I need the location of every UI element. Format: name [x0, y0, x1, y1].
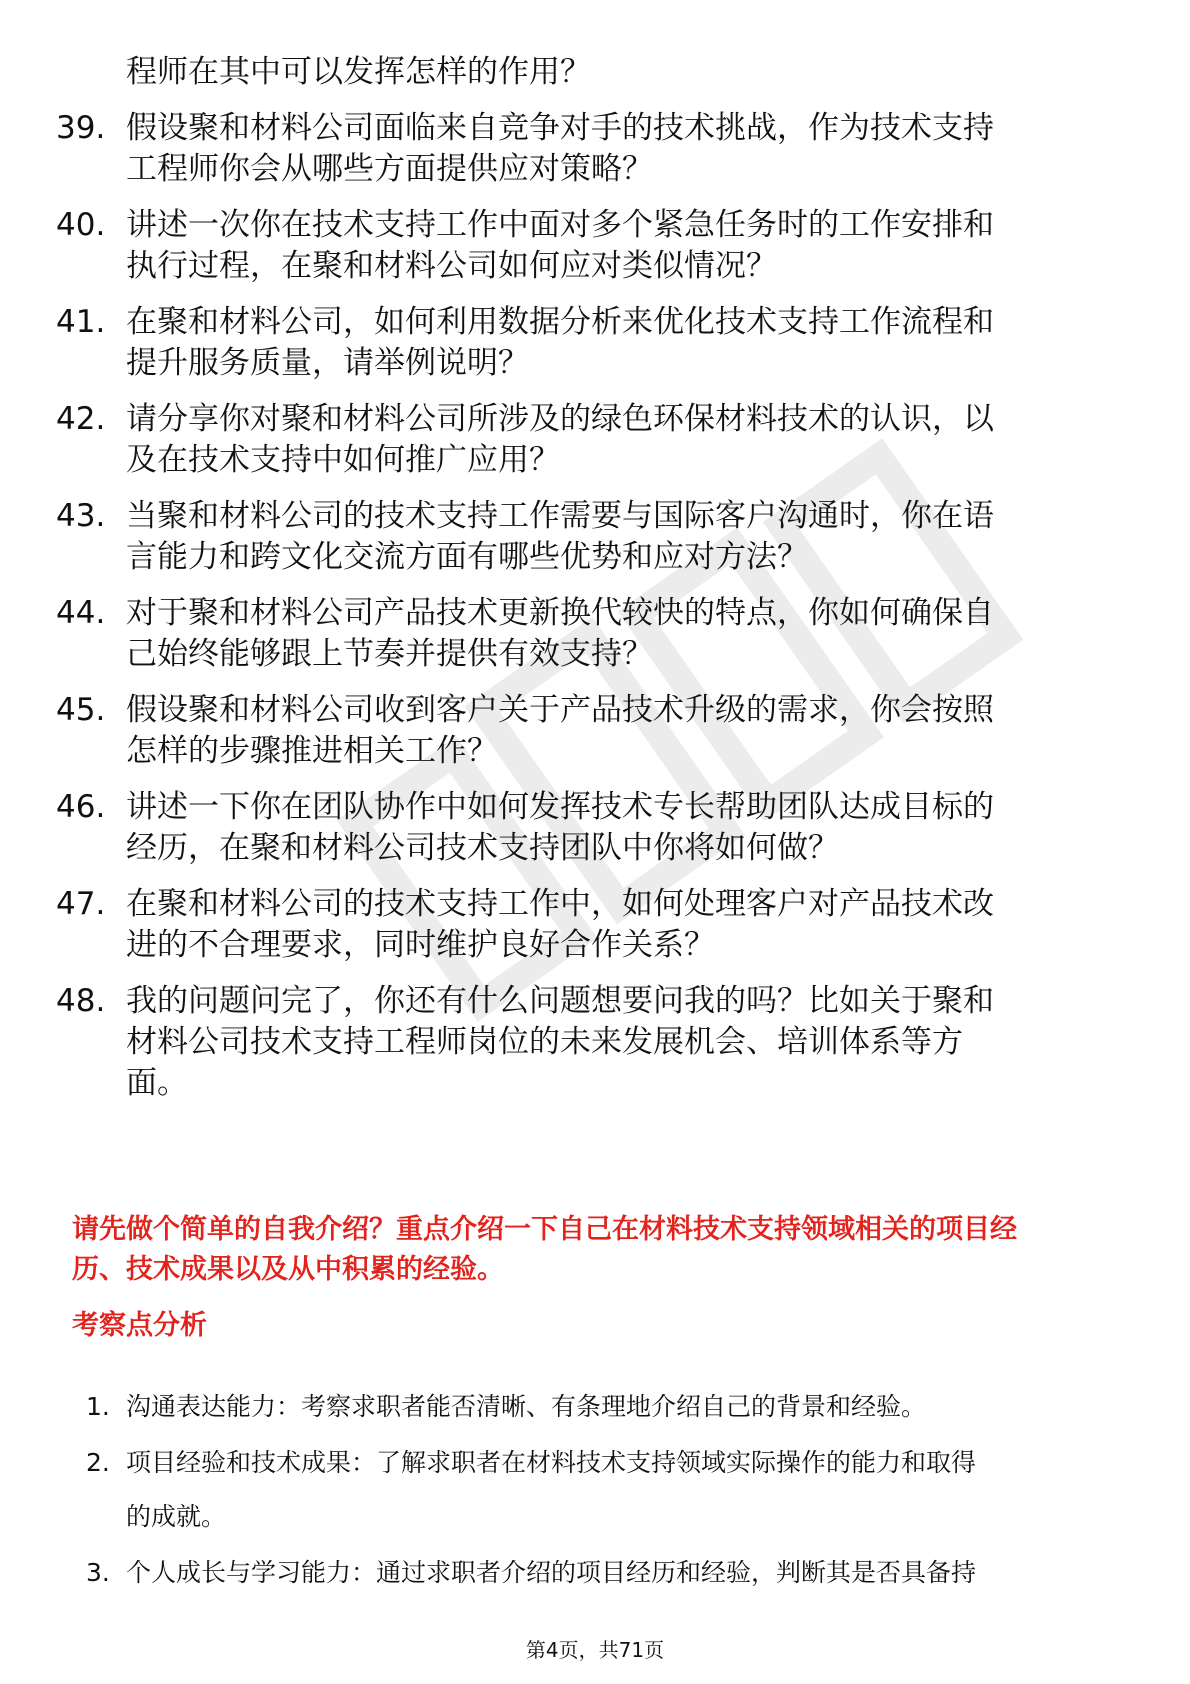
page-footer: 第4页，共71页: [525, 1638, 665, 1662]
analysis-title: 考察点分析: [72, 1310, 207, 1341]
question-continuation: 程师在其中可以发挥怎样的作用？: [126, 54, 591, 90]
question-number: 45.: [56, 692, 106, 728]
question-text: 请分享你对聚和材料公司所涉及的绿色环保材料技术的认识，以 及在技术支持中如何推广应用？: [126, 401, 994, 478]
question-text: 讲述一次你在技术支持工作中面对多个紧急任务时的工作安排和 执行过程，在聚和材料公司如何应对类似情况？: [126, 207, 994, 284]
question-number: 48.: [56, 983, 106, 1019]
analysis-point-number: 1.: [86, 1392, 110, 1421]
question-number: 43.: [56, 498, 106, 534]
question-number: 47.: [56, 886, 106, 922]
question-text: 当聚和材料公司的技术支持工作需要与国际客户沟通时，你在语 言能力和跨文化交流方面有哪些优势和应对方法？: [126, 498, 994, 575]
analysis-point-text: 个人成长与学习能力：通过求职者介绍的项目经历和经验，判断其是否具备持: [126, 1558, 977, 1587]
question-number: 44.: [56, 595, 106, 631]
question-text: 假设聚和材料公司面临来自竞争对手的技术挑战，作为技术支持 工程师你会从哪些方面提供应对策略？: [126, 110, 994, 187]
analysis-point-text: 沟通表达能力：考察求职者能否清晰、有条理地介绍自己的背景和经验。: [126, 1392, 927, 1421]
highlight-question: 请先做个简单的自我介绍？重点介绍一下自己在材料技术支持领域相关的项目经 历、技术成果以及从中积累的经验。: [72, 1214, 1017, 1285]
analysis-point-number: 3.: [86, 1558, 110, 1587]
question-text: 对于聚和材料公司产品技术更新换代较快的特点，你如何确保自 己始终能够跟上节奏并提供有效支持？: [126, 595, 994, 672]
question-text: 假设聚和材料公司收到客户关于产品技术升级的需求，你会按照 怎样的步骤推进相关工作？: [126, 692, 994, 769]
question-number: 42.: [56, 401, 106, 437]
analysis-point-text: 项目经验和技术成果：了解求职者在材料技术支持领域实际操作的能力和取得 的成就。: [126, 1448, 977, 1531]
question-text: 在聚和材料公司，如何利用数据分析来优化技术支持工作流程和 提升服务质量，请举例说明？: [126, 304, 994, 381]
question-number: 46.: [56, 789, 106, 825]
question-number: 39.: [56, 110, 106, 146]
analysis-point-number: 2.: [86, 1448, 110, 1477]
question-text: 在聚和材料公司的技术支持工作中，如何处理客户对产品技术改 进的不合理要求，同时维护良好合作关系？: [126, 886, 994, 963]
question-number: 41.: [56, 304, 106, 340]
question-text: 我的问题问完了，你还有什么问题想要问我的吗？比如关于聚和 材料公司技术支持工程师岗位的未来发展机会、培训体系等方 面。: [126, 983, 994, 1101]
question-text: 讲述一下你在团队协作中如何发挥技术专长帮助团队达成目标的 经历，在聚和材料公司技术支持团队中你将如何做？: [126, 789, 994, 866]
question-number: 40.: [56, 207, 106, 243]
